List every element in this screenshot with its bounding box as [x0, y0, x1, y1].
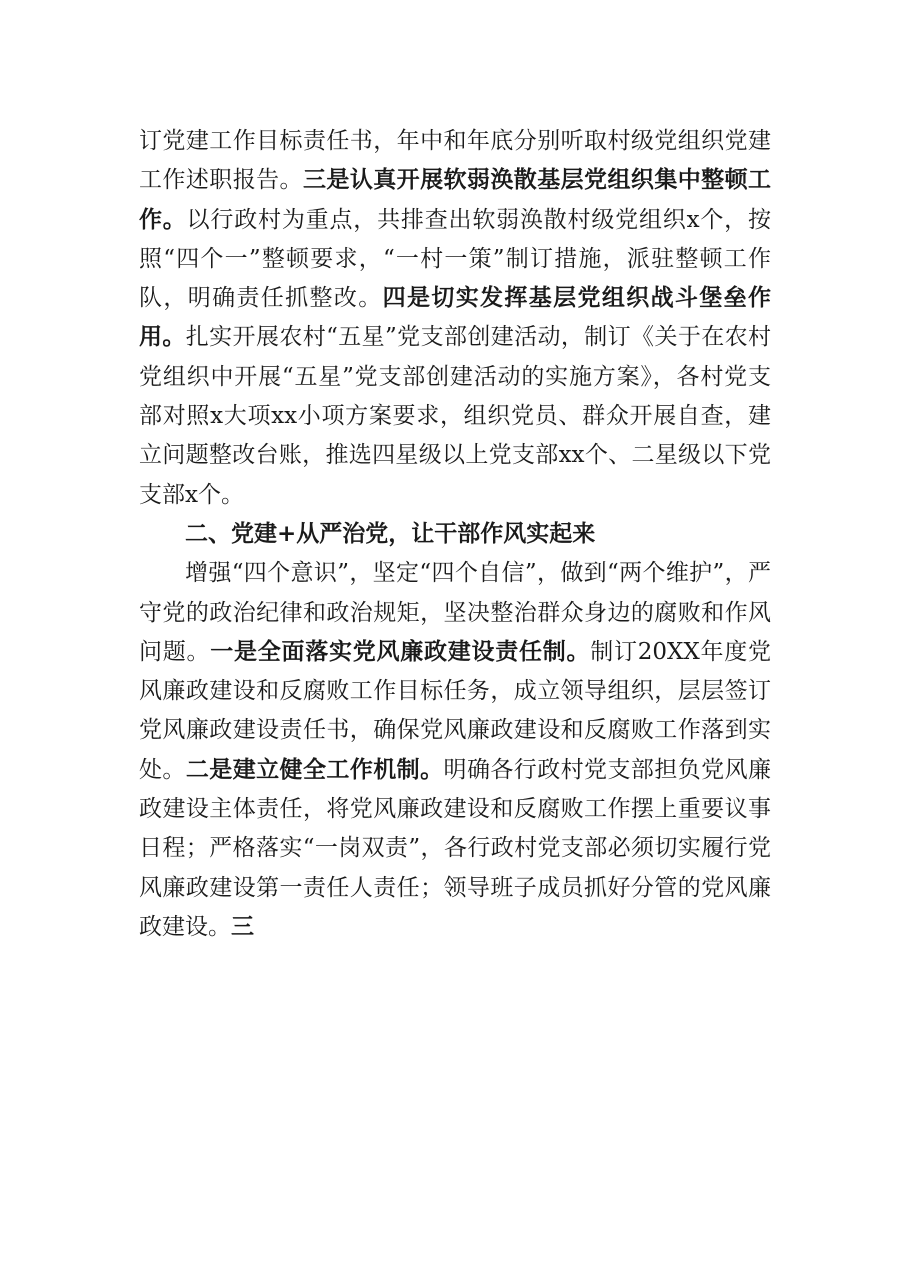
paragraph-1-text-1: 订党建工作目标责任书，年中和年底分别听取村级党组织党建工作述职报告。 [139, 128, 771, 194]
paragraph-1-text-2: 以行政村为重点，共排查出软弱涣散村级党组织x个，按照“四个一”整顿要求，“一村一策”制订措施，派驻整顿工作队，明确责任抓整改。 [139, 206, 771, 312]
paragraph-2-bold-1: 一是全面落实党风廉政建设责任制。 [210, 638, 591, 665]
paragraph-2-bold-2: 二是建立健全工作机制。 [185, 756, 444, 783]
paragraph-1 [139, 122, 771, 515]
paragraph-2-text-2: 制订20XX年度党风廉政建设和反腐败工作目标任务，成立领导组织，层层签订党风廉政建设责任书，确保党风廉政建设和反腐败工作落到实处。 [139, 638, 772, 783]
paragraph-1-text-3: 扎实开展农村“五星”党支部创建活动，制订《关于在农村党组织中开展“五星”党支部创建活动的实施方案》，各村党支部对照x大项xx小项方案要求，组织党员、群众开展自查，建立问题整改台账，推选四星级以上党支部xx个、二星级以下党支部x个。 [139, 324, 771, 508]
paragraph-2 [139, 554, 771, 947]
paragraph-2-text-3: 明确各行政村党支部担负党风廉政建设主体责任，将党风廉政建设和反腐败工作摆上重要议事日程；严格落实“一岗双责”，各行政村党支部必须切实履行党风廉政建设第一责任人责任；领导班子成员抓好分管的党风廉政建设。 [139, 756, 772, 940]
paragraph-2-text-1: 增强“四个意识”，坚定“四个自信”，做到“两个维护”，严守党的政治纪律和政治规矩，坚决整治群众身边的腐败和作风问题。 [139, 560, 771, 665]
document-body [139, 122, 771, 947]
section-heading-2: 二、党建+从严治党，让干部作风实起来 [185, 520, 596, 547]
paragraph-1-bold-1: 三是认真开展软弱涣散基层党组织集中整顿工作。 [139, 167, 772, 233]
paragraph-1-bold-2: 四是切实发挥基层党组织战斗堡垒作用。 [139, 285, 772, 351]
paragraph-2-bold-3: 三 [231, 913, 254, 940]
